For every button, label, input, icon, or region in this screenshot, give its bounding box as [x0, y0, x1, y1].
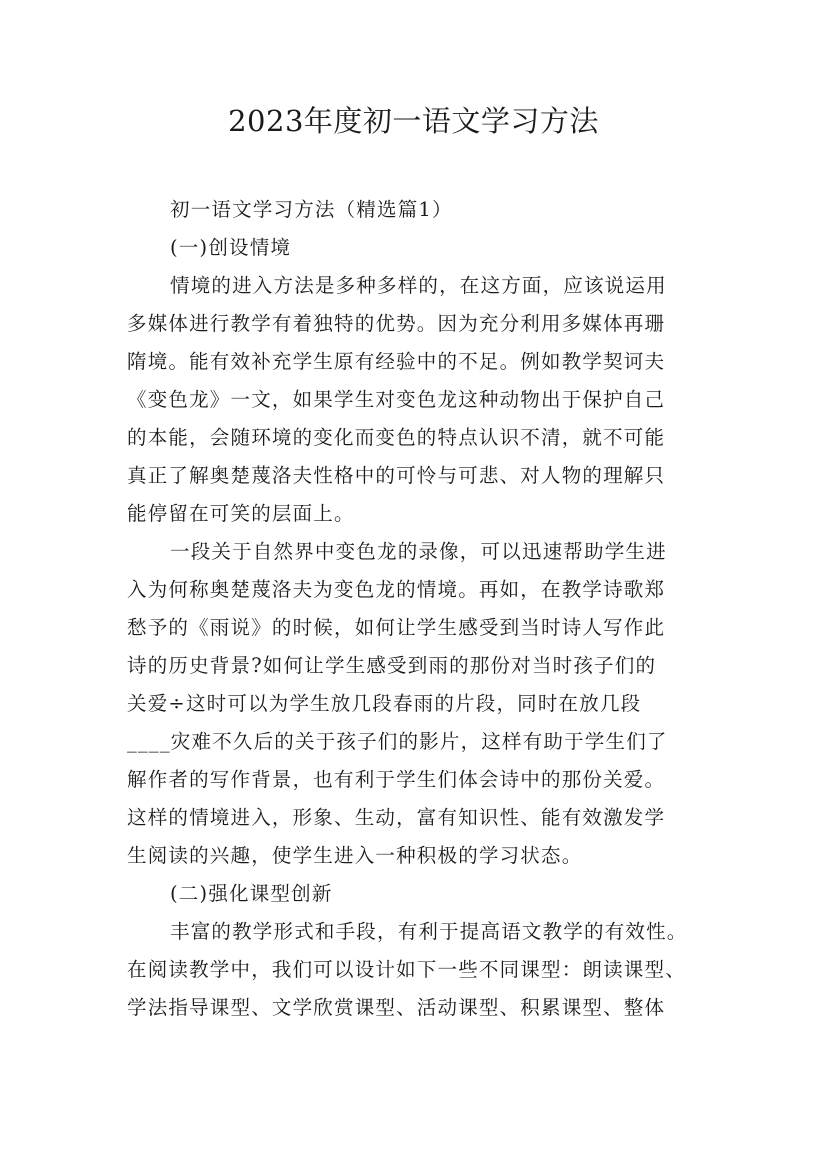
paragraph-line: 的本能，会随环境的变化而变色的特点认识不清，就不可能	[127, 426, 666, 449]
paragraph-line: ____灾难不久后的关于孩子们的影片，这样有助于学生们了	[127, 730, 668, 753]
paragraph-line: 这样的情境进入，形象、生动，富有知识性、能有效激发学	[127, 806, 666, 829]
paragraph-line: 情境的进入方法是多种多样的，在这方面，应该说运用	[170, 274, 667, 297]
paragraph-line: 能停留在可笑的层面上。	[127, 502, 355, 525]
paragraph-line: 关爱÷这时可以为学生放几段春雨的片段，同时在放几段	[127, 692, 642, 715]
paragraph-line: 《变色龙》一文，如果学生对变色龙这种动物出于保护自己	[127, 388, 666, 411]
paragraph-line: 诗的历史背景?如何让学生感受到雨的那份对当时孩子们的	[127, 654, 657, 677]
paragraph-line: 丰富的教学形式和手段，有利于提高语文教学的有效性。	[170, 920, 688, 943]
paragraph-line: 愁予的《雨说》的时候，如何让学生感受到当时诗人写作此	[127, 616, 666, 639]
paragraph-line: 学法指导课型、文学欣赏课型、活动课型、积累课型、整体	[127, 996, 666, 1019]
document-title: 2023年度初一语文学习方法	[228, 104, 599, 138]
paragraph-line: 隋境。能有效补充学生原有经验中的不足。例如教学契诃夫	[127, 350, 666, 373]
paragraph-line: 真正了解奥楚蔑洛夫性格中的可怜与可悲、对人物的理解只	[127, 464, 666, 487]
paragraph-line: 入为何称奥楚蔑洛夫为变色龙的情境。再如，在教学诗歌郑	[127, 578, 666, 601]
section-heading: 初一语文学习方法（精选篇1）	[170, 198, 453, 221]
paragraph-line: 在阅读教学中，我们可以设计如下一些不同课型：朗读课型、	[127, 958, 686, 981]
paragraph-line: 多媒体进行教学有着独特的优势。因为充分利用多媒体再珊	[127, 312, 666, 335]
paragraph-line: 生阅读的兴趣，使学生进入一种积极的学习状态。	[127, 844, 583, 867]
subsection-heading: (一)创设情境	[170, 236, 292, 259]
paragraph-line: 一段关于自然界中变色龙的录像，可以迅速帮助学生进	[170, 540, 667, 563]
paragraph-line: 解作者的写作背景，也有利于学生们体会诗中的那份关爱。	[127, 768, 666, 791]
subsection-heading: (二)强化课型创新	[170, 882, 333, 905]
